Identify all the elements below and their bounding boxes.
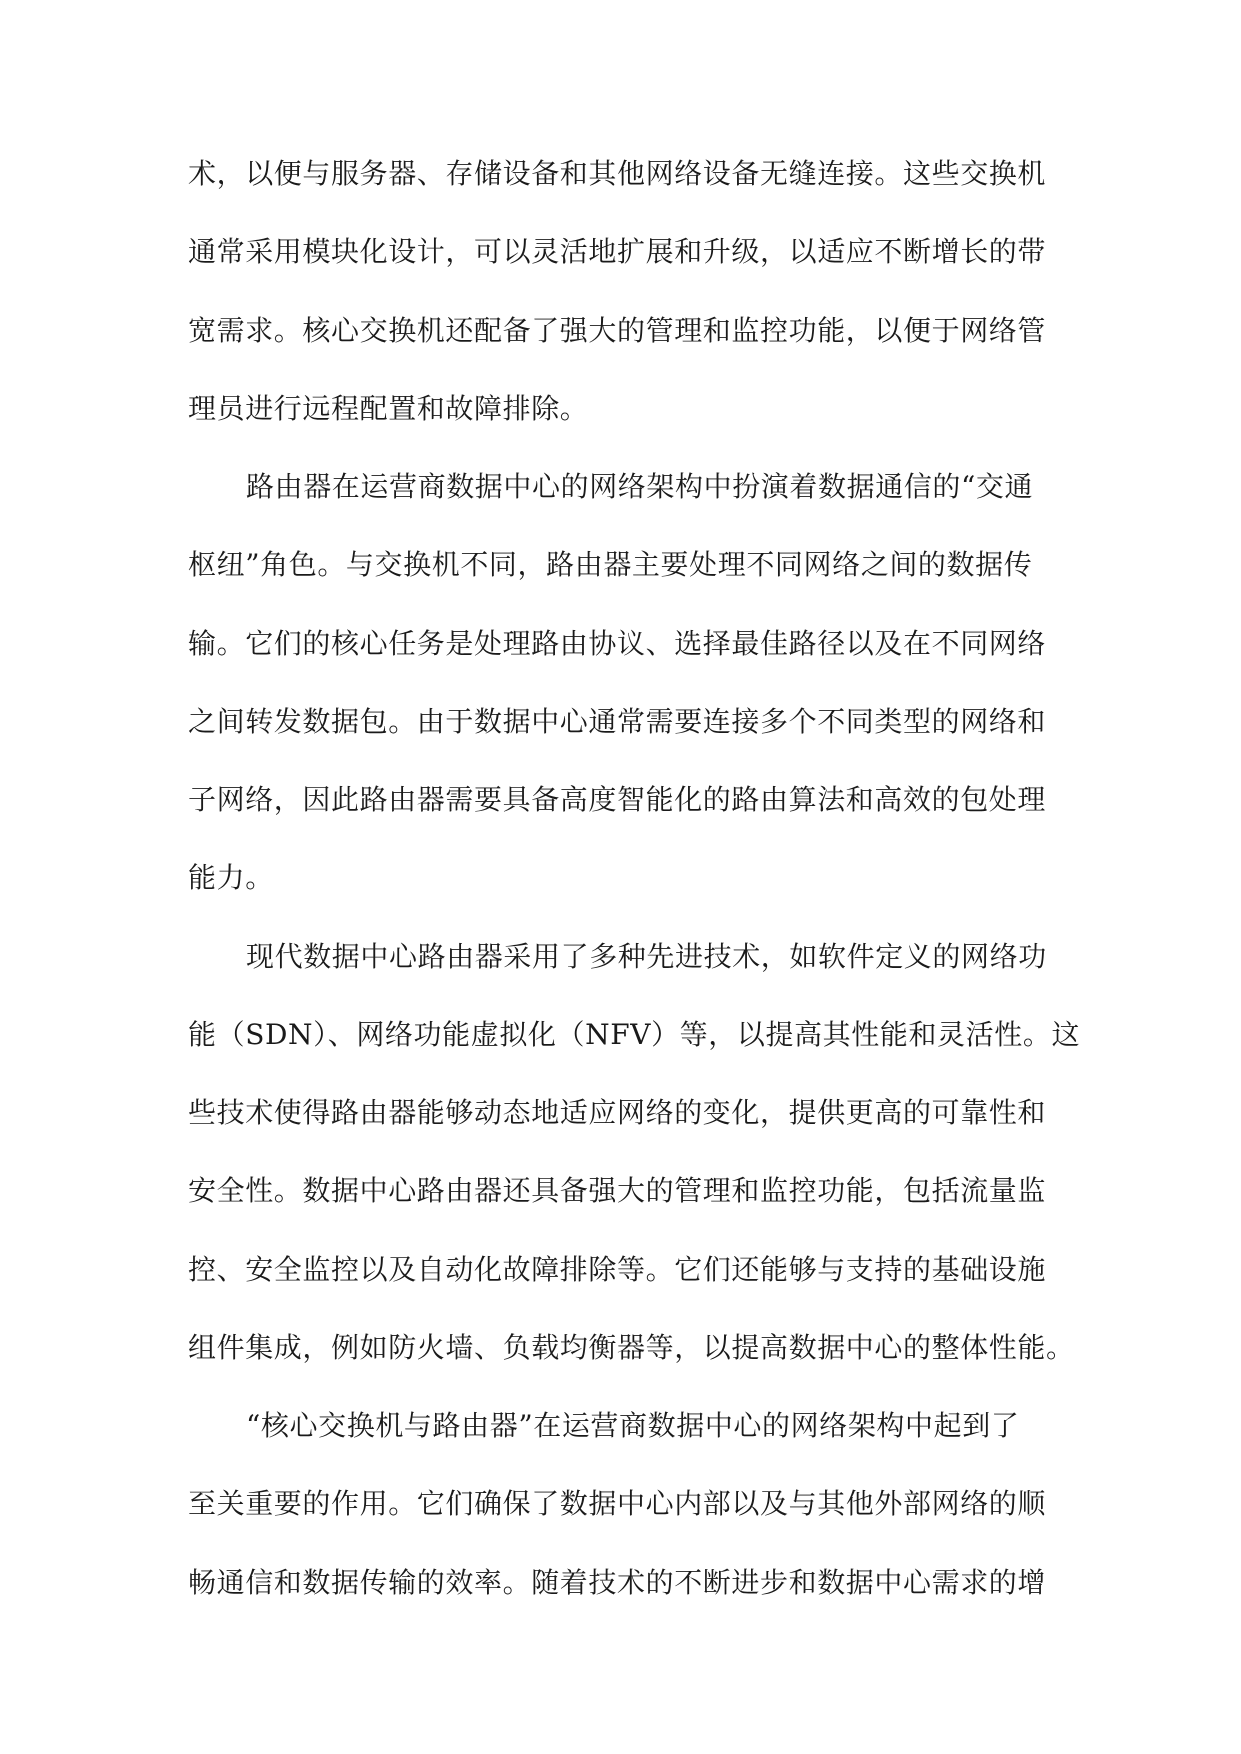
text-line: 组件集成，例如防火墙、负载均衡器等，以提高数据中心的整体性能。 bbox=[188, 1330, 1075, 1364]
text-line: 能力。 bbox=[188, 861, 274, 895]
paragraph-start-line: 现代数据中心路由器采用了多种先进技术，如软件定义的网络功 bbox=[246, 939, 1047, 973]
text-line: 输。它们的核心任务是处理路由协议、选择最佳路径以及在不同网络 bbox=[188, 626, 1047, 660]
text-line: 畅通信和数据传输的效率。随着技术的不断进步和数据中心需求的增 bbox=[188, 1565, 1047, 1599]
text-line: 术，以便与服务器、存储设备和其他网络设备无缝连接。这些交换机 bbox=[188, 157, 1047, 190]
text-line: 宽需求。核心交换机还配备了强大的管理和监控功能，以便于网络管 bbox=[188, 313, 1047, 347]
text-line: 些技术使得路由器能够动态地适应网络的变化，提供更高的可靠性和 bbox=[188, 1096, 1047, 1129]
body-text bbox=[188, 145, 1081, 1632]
text-line: 之间转发数据包。由于数据中心通常需要连接多个不同类型的网络和 bbox=[188, 704, 1047, 738]
text-line: 至关重要的作用。它们确保了数据中心内部以及与其他外部网络的顺 bbox=[188, 1487, 1047, 1521]
text-line: 子网络，因此路由器需要具备高度智能化的路由算法和高效的包处理 bbox=[188, 783, 1047, 816]
text-line: 理员进行远程配置和故障排除。 bbox=[188, 391, 589, 425]
text-line: 枢纽”角色。与交换机不同，路由器主要处理不同网络之间的数据传 bbox=[188, 548, 1033, 582]
text-line: 安全性。数据中心路由器还具备强大的管理和监控功能，包括流量监 bbox=[188, 1174, 1047, 1208]
text-line: 能（SDN）、网络功能虚拟化（NFV）等，以提高其性能和灵活性。这 bbox=[188, 1017, 1081, 1051]
paragraph-start-line: 路由器在运营商数据中心的网络架构中扮演着数据通信的“交通 bbox=[246, 470, 1034, 503]
paragraph-start-line: “核心交换机与路由器”在运营商数据中心的网络架构中起到了 bbox=[246, 1409, 1020, 1442]
text-line: 控、安全监控以及自动化故障排除等。它们还能够与支持的基础设施 bbox=[188, 1252, 1047, 1286]
text-line: 通常采用模块化设计，可以灵活地扩展和升级，以适应不断增长的带 bbox=[188, 235, 1047, 269]
